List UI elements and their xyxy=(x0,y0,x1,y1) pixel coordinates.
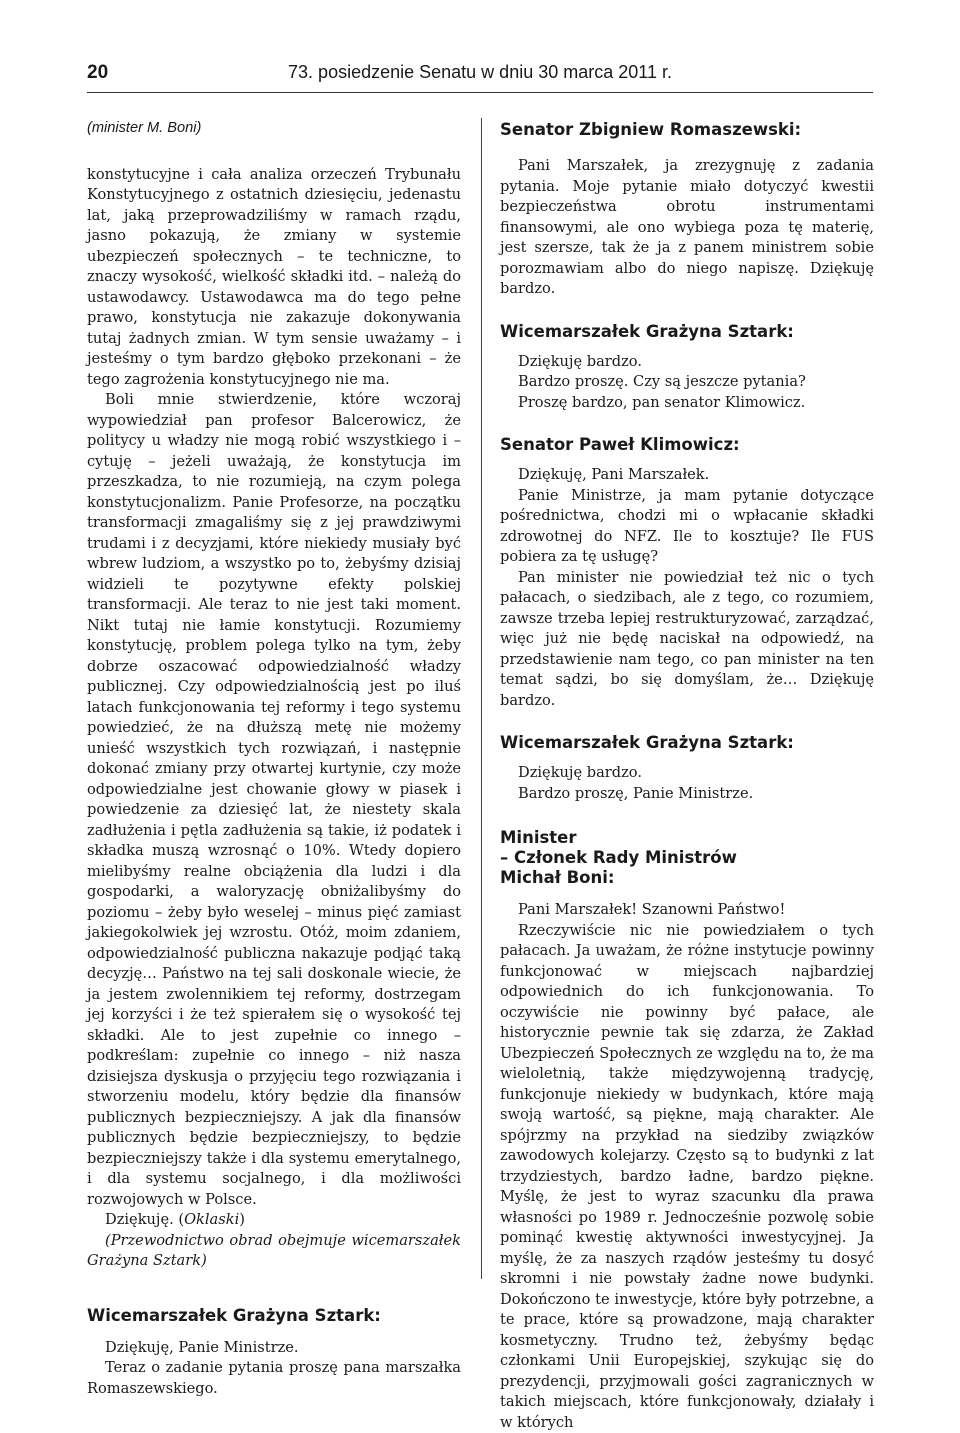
left-column xyxy=(87,118,461,1399)
speaker-heading: Senator Paweł Klimowicz: xyxy=(500,435,874,455)
page-header xyxy=(87,62,873,92)
paragraph: Pan minister nie powiedział też nic o tych pałacach, o siedzibach, ale z tego, co rozumiem, zawsze trzeba lepiej restrukturyzować, zarządzać, więc już nie będę naciskał na odpowiedź, na przedstawienie nam tego, co pan minister na ten temat sądzi, bo się domyślam, że… Dziękuję bardzo. xyxy=(500,568,874,712)
right-column xyxy=(500,118,874,1433)
paragraph: Panie Ministrze, ja mam pytanie dotyczące pośrednictwa, chodzi mi o wpłacanie składki zdrowotnej do NFZ. Ile to kosztuje? Ile FUS pobiera za tę usługę? xyxy=(500,486,874,568)
paragraph: Dziękuję, Pani Marszałek. xyxy=(500,465,874,486)
applause-prefix: Dziękuję. ( xyxy=(105,1211,184,1228)
applause-note: Oklaski xyxy=(184,1211,239,1228)
paragraph: Rzeczywiście nic nie powiedziałem o tych pałacach. Ja uważam, że różne instytucje powinny funkcjonować w miejscach najbardziej odpowiednich do ich funkcjonowania. To oczywiście nie powinny być pałace, ale historycznie pewnie tak się zdarza, że Zakład Ubezpieczeń Społecznych ze względu na to, że ma wieloletnią, także międzywojenną tradycję, funkcjonuje niekiedy w budynkach, które mają swoją wartość, są piękne, mają charakter. Ale spójrzmy na przykład na siedziby związków zawodowych kolejarzy. Często są to budynki z lat trzydziestych, bardzo ładne, bardzo piękne. Myślę, że jest to wyraz szacunku dla prawa własności po 1989 r. Jednocześnie pozwolę sobie pominąć kwestię aktywności inwestycyjnej. Ja myślę, że za naszych rządów jesteśmy tu dosyć skromni i nie powstały żadne nowe budynki. Dokończono te inwestycje, które były potrzebne, a te prace, które są prowadzone, mają charakter kosmetyczny. Trudno też, żebyśmy będąc członkami Unii Europejskiej, szykując się do prezydencji, przyjmowali gości zagranicznych w takich miejscach, które funkcjonowały, działały i w których xyxy=(500,921,874,1433)
speaker-heading: Wicemarszałek Grażyna Sztark: xyxy=(500,322,874,342)
applause-suffix: ) xyxy=(239,1211,245,1228)
paragraph xyxy=(87,1210,461,1231)
page-number: 20 xyxy=(87,62,108,84)
speaker-title: Minister xyxy=(500,828,874,848)
paragraph: Dziękuję bardzo. xyxy=(500,763,874,784)
paragraph: konstytucyjne i cała analiza orzeczeń Trybunału Konstytucyjnego z ostatnich dziesięciu, jedenastu lat, jaką przeprowadziliśmy w ramach rządu, jasno pokazują, że zmiany w systemie ubezpieczeń społecznych – te techniczne, to znaczy wysokość, wielkość składki itd. – należą do ustawodawcy. Ustawodawca ma do tego pełne prawo, konstytucja nie zakazuje dokonywania tutaj żadnych zmian. W tym sensie uważamy – i jesteśmy o tym bardzo głęboko przekonani – że tego zagrożenia konstytucyjnego nie ma. xyxy=(87,165,461,391)
paragraph: Boli mnie stwierdzenie, które wczoraj wypowiedział pan profesor Balcerowicz, że politycy u władzy nie mogą robić wszystkiego i – cytuję – jeżeli uważają, że konstytucja im przeszkadza, to nie rozumieją, na czym polega konstytucjonalizm. Panie Profesorze, na początku transformacji zmagaliśmy się z jej prawdziwymi trudami i z decyzjami, które niekiedy musiały być wbrew ludziom, a wszystko po to, żebyśmy dzisiaj widzieli te pozytywne efekty polskiej transformacji. Ale teraz to nie jest taki moment. Nikt tutaj nie łamie konstytucji. Rozumiemy konstytucję, problem polega tylko na tym, żeby dobrze oszacować odpowiedzialność władzy publicznej. Czy odpowiedzialnością jest po iluś latach funkcjonowania tej reformy i tego systemu powiedzieć, że na dłuższą metę nie możemy unieść wszystkich tych rozwiązań, i następnie dokonać zmiany przy otwartej kurtynie, czy może odpowiedzialne jest chowanie głowy w piasek i powiedzenie za dziesięć lat, że niestety skala zadłużenia i pętla zadłużenia są takie, iż podatek i składka muszą wzrosnąć o 10%. Wtedy dopiero mielibyśmy realne obciążenia dla ludzi i dla gospodarki, a waloryzację obniżalibyśmy do poziomu – żeby było weselej – minus pięć zamiast jakiegokolwiek jej wzrostu. Otóż, moim zdaniem, odpowiedzialność publiczna nakazuje podjąć taką decyzję… Państwo na tej sali doskonale wiecie, że ja jestem zwolennikiem tej reformy, dostrzegam jej korzyści i że też spierałem się o wysokość tej składki. Ale to jest zupełnie co innego – podkreślam: zupełnie co innego – niż nasza dzisiejsza dyskusja o przyjęciu tego rozwiązania i stworzeniu modelu, który będzie dla finansów publicznych bezpieczniejszy. A jak dla finansów publicznych będzie bezpieczniejszy, to będzie bezpieczniejszy także i dla systemu emerytalnego, i dla systemu socjalnego, i dla możliwości rozwojowych w Polsce. xyxy=(87,390,461,1210)
paragraph: Bardzo proszę. Czy są jeszcze pytania? xyxy=(500,372,874,393)
stage-direction: (Przewodnictwo obrad obejmuje wicemarszałek Grażyna Sztark) xyxy=(87,1231,461,1272)
paragraph: Proszę bardzo, pan senator Klimowicz. xyxy=(500,393,874,414)
paragraph: Pani Marszałek, ja zrezygnuję z zadania pytania. Moje pytanie miało dotyczyć kwestii bezpieczeństwa obrotu instrumentami finansowymi, ale ono wybiega poza tę materię, jest szersze, tak że ja z panem ministrem sobie porozmawiam albo do niego napiszę. Dziękuję bardzo. xyxy=(500,156,874,300)
paragraph: Pani Marszałek! Szanowni Państwo! xyxy=(500,900,874,921)
paragraph: Dziękuję bardzo. xyxy=(500,352,874,373)
speaker-heading: Wicemarszałek Grażyna Sztark: xyxy=(87,1306,461,1326)
continuation-lead-in: (minister M. Boni) xyxy=(87,118,461,139)
paragraph: Dziękuję, Panie Ministrze. xyxy=(87,1338,461,1359)
paragraph: Teraz o zadanie pytania proszę pana marszałka Romaszewskiego. xyxy=(87,1358,461,1399)
header-title: 73. posiedzenie Senatu w dniu 30 marca 2011 r. xyxy=(87,62,873,83)
speaker-heading: Wicemarszałek Grażyna Sztark: xyxy=(500,733,874,753)
speaker-heading: Senator Zbigniew Romaszewski: xyxy=(500,120,874,140)
speaker-title: – Członek Rady Ministrów xyxy=(500,848,874,868)
speaker-heading-minister xyxy=(500,828,874,888)
paragraph: Bardzo proszę, Panie Ministrze. xyxy=(500,784,874,805)
header-rule xyxy=(87,92,873,93)
speaker-name: Michał Boni: xyxy=(500,868,874,888)
column-divider xyxy=(481,118,482,1279)
